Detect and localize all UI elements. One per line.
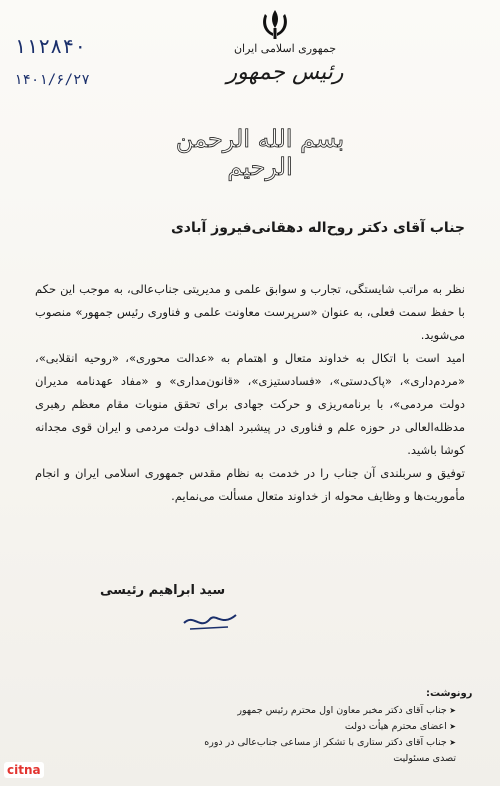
cc-list: [196, 703, 456, 767]
recipient-line: جناب آقای دکتر روح‌اله دهقانی‌فیروز آبادی: [170, 220, 465, 236]
source-watermark: citna: [4, 762, 44, 778]
letter-date: ۱۴۰۱/۶/۲۷: [14, 72, 90, 88]
cc-item: ➤ جناب آقای دکتر ستاری با تشکر از مساعی جناب‌عالی در دوره تصدی مسئولیت: [196, 735, 456, 767]
body-paragraph: امید است با اتکال به خداوند متعال و اهتمام به «عدالت محوری»، «روحیه انقلابی»، «مردم‌داری»، «پاک‌دستی»، «فسادستیزی»، «قانون‌مداری» و «مفاد عهدنامه مدیران دولت مردمی»، با برنامه‌ریزی و حرکت جهادی برای تحقق منویات مقام معظم رهبری مدظله‌العالی در حوزه علم و فناوری در پیشبرد اهداف دولت مردمی و ایران قوی مجدانه کوشا باشید.: [35, 351, 465, 457]
cc-item: ➤ جناب آقای دکتر مخبر معاون اول محترم رئیس جمهور: [196, 703, 456, 719]
basmala-calligraphy: بسم الله الرحمن الرحیم: [175, 125, 345, 181]
letter-body: [35, 278, 465, 508]
org-title: رئیس جمهور: [226, 60, 344, 85]
letter-number: ۱۱۲۸۴۰: [14, 34, 87, 58]
cc-item: ➤ اعضای محترم هیأت دولت: [196, 719, 456, 735]
iran-emblem-icon: [257, 8, 293, 42]
signer-name: سید ابراهیم رئیسی: [100, 583, 226, 598]
signature-mark: [180, 605, 240, 635]
body-paragraph: توفیق و سربلندی آن جناب را در خدمت به نظام مقدس جمهوری اسلامی ایران و انجام مأموریت‌ها و وظایف محوله از خداوند متعال مسألت می‌نمایم.: [35, 466, 465, 503]
org-name: جمهوری اسلامی ایران: [233, 42, 337, 55]
body-paragraph: نظر به مراتب شایستگی، تجارب و سوابق علمی و مدیریتی جناب‌عالی، به موجب این حکم با حفظ سمت فعلی، به عنوان «سرپرست معاونت علمی و فناوری رئیس جمهور» منصوب می‌شوید.: [35, 282, 465, 342]
cc-title: رونوشت:: [426, 688, 473, 699]
